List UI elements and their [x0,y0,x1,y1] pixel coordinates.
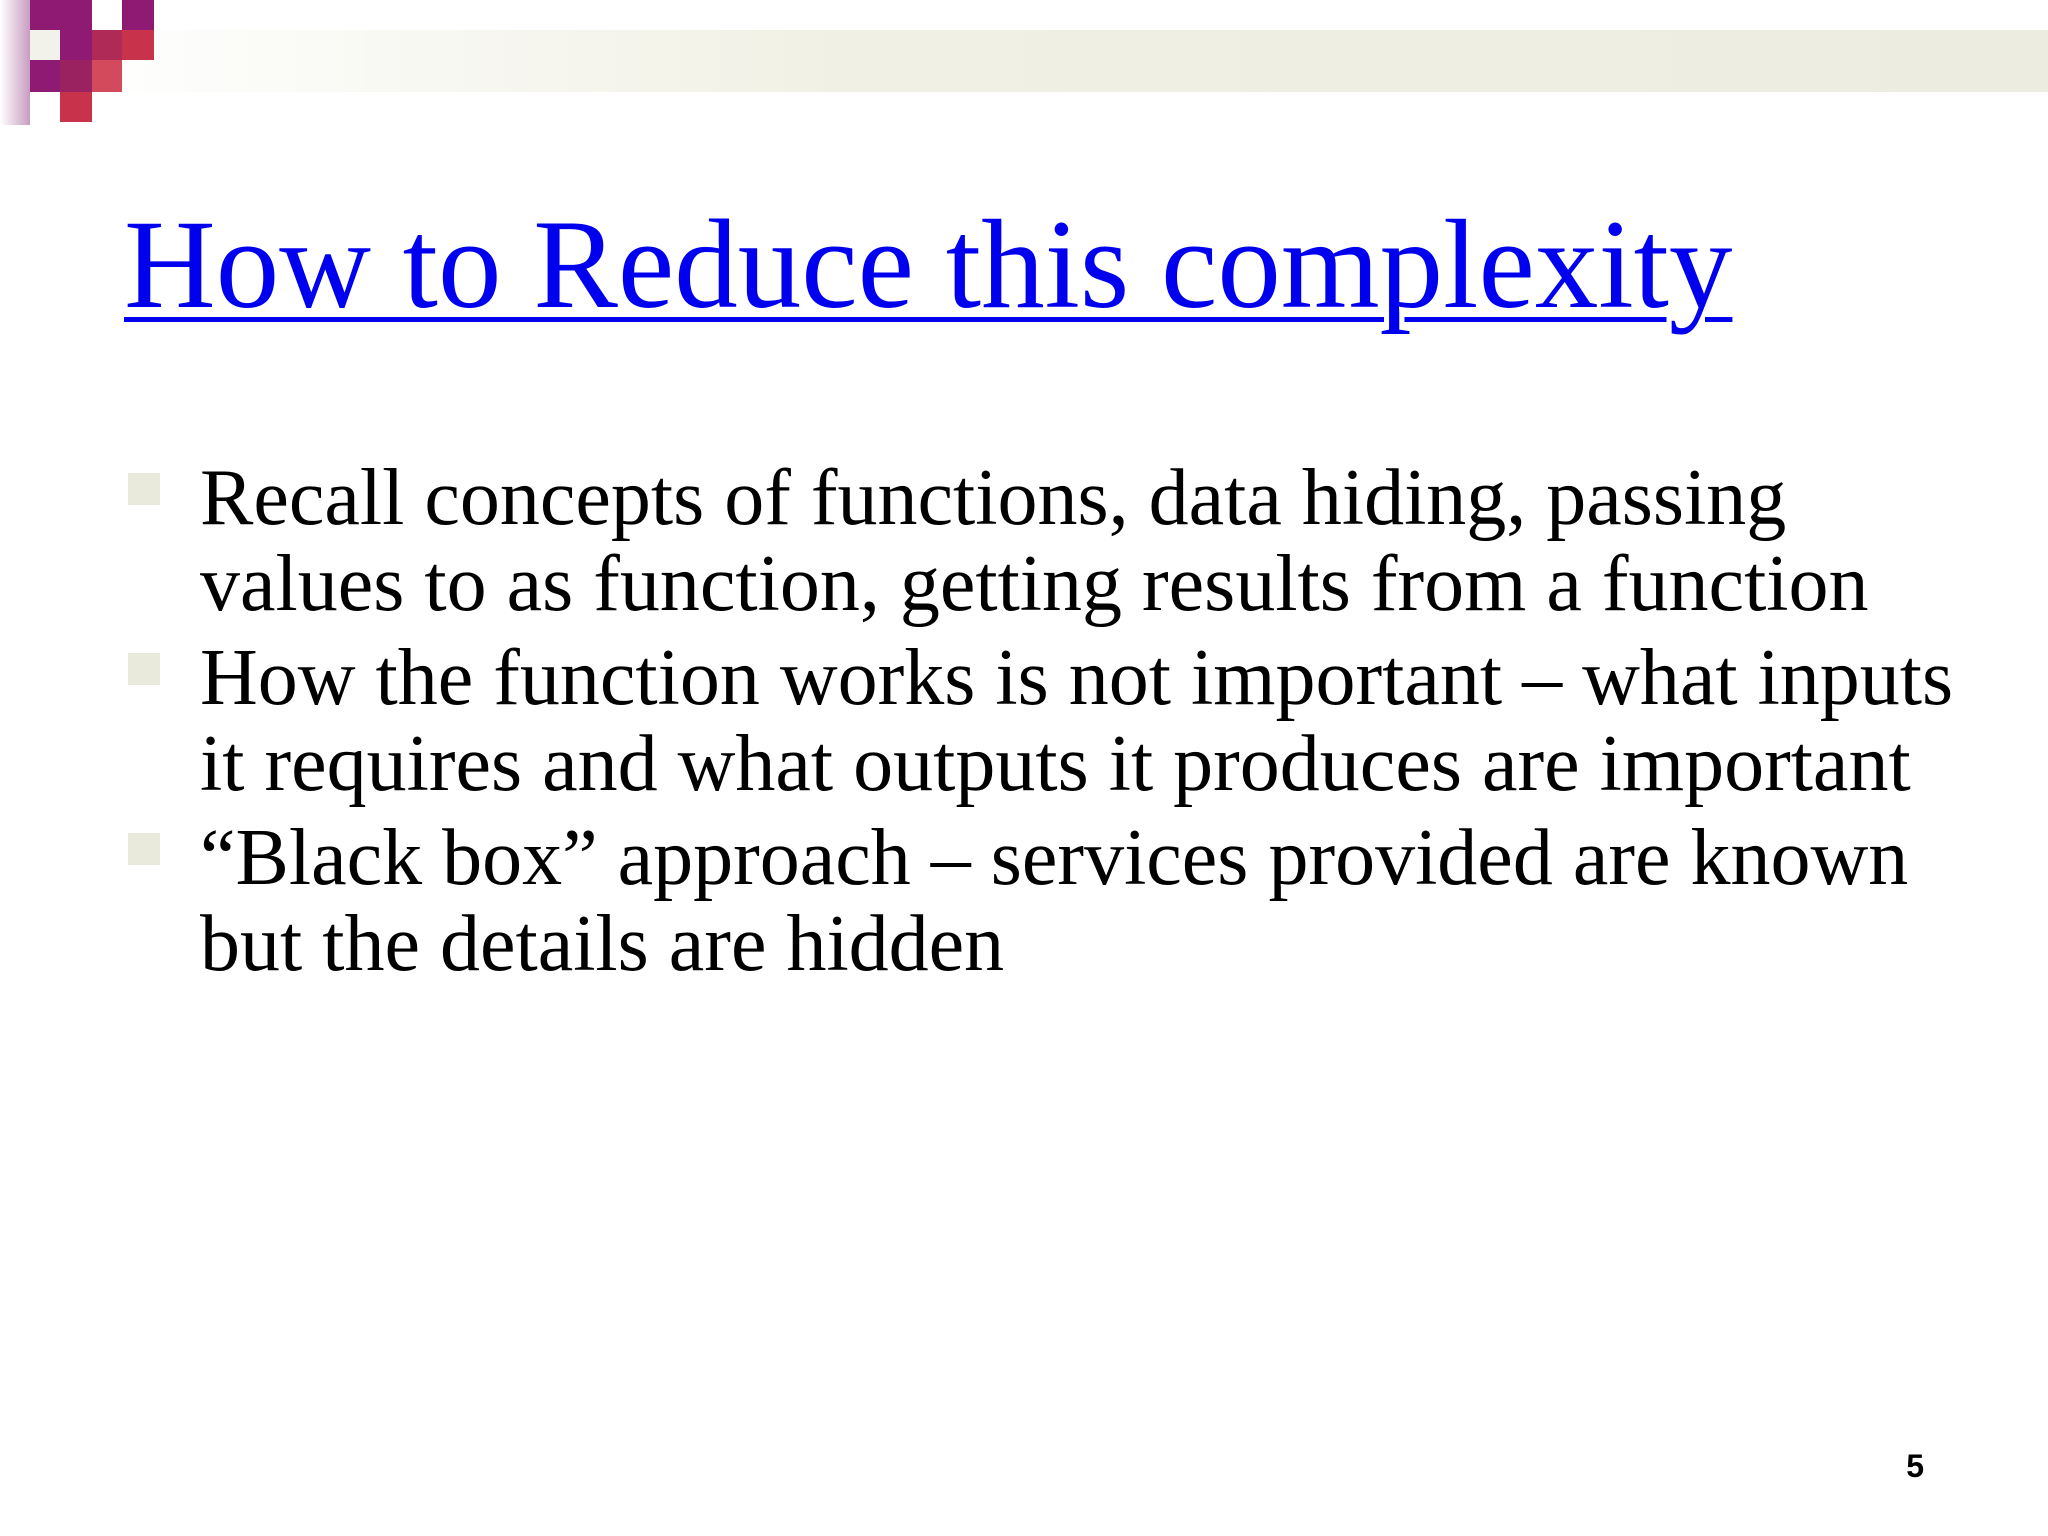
page-number: 5 [1906,1448,1924,1484]
bullet-item [128,815,1988,987]
bullet-text: How the function works is not important – what inputs it requires and what outputs it produces are important [200,634,1954,808]
bullet-text: “Black box” approach – services provided are known but the details are hidden [200,814,1909,988]
square-bullet-icon [128,653,160,685]
header-band [60,30,2048,92]
checkered-squares-logo-icon [0,0,160,125]
bullet-item [128,455,1988,627]
bullet-list [128,455,1988,995]
square-bullet-icon [128,833,160,865]
square-bullet-icon [128,473,160,505]
bullet-text: Recall concepts of functions, data hiding, passing values to as function, getting results from a function [200,454,1869,628]
slide-title[interactable]: How to Reduce this complexity [124,195,1733,335]
bullet-item [128,635,1988,807]
